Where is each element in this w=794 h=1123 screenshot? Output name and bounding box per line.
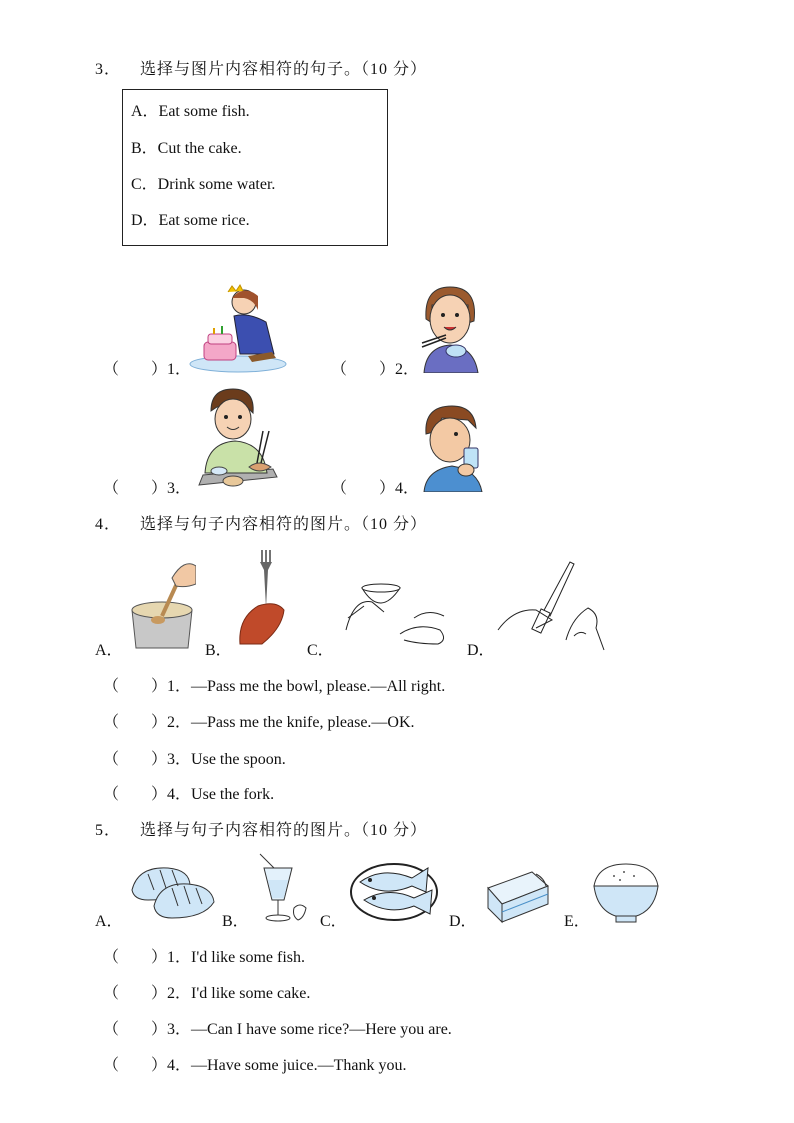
- q4-item-3-text: Use the spoon.: [191, 751, 286, 768]
- q4-item-2: [103, 709, 415, 732]
- rice-bowl-picture: [590, 860, 662, 924]
- q4-label-a: A．: [95, 642, 123, 659]
- water-boy-picture: [418, 404, 492, 492]
- q4-blank-2[interactable]: （ ）: [103, 714, 168, 731]
- q4-label-d: D．: [467, 642, 495, 659]
- q5-item-1-text: I'd like some fish.: [191, 949, 306, 966]
- q5-blank-4[interactable]: （ ）: [103, 1057, 168, 1074]
- q4-item-2-text: —Pass me the knife, please.—OK.: [191, 714, 415, 731]
- q4-item-2-num: 2．: [167, 714, 192, 731]
- q5-label-e: E．: [564, 913, 590, 930]
- q5-item-2-text: I'd like some cake.: [191, 985, 311, 1002]
- q4-blank-4[interactable]: （ ）: [103, 786, 168, 803]
- q4-item-1-text: —Pass me the bowl, please.—All right.: [191, 678, 446, 695]
- q5-item-3: [103, 1016, 452, 1039]
- q5-label-d: D．: [449, 913, 477, 930]
- bread-picture: [128, 860, 218, 926]
- q5-item-1-num: 1．: [167, 949, 192, 966]
- q5-item-4: [103, 1052, 407, 1075]
- knife-hands-picture: [496, 558, 608, 654]
- q4-blank-3[interactable]: （ ）: [103, 751, 168, 768]
- q4-number: 4．: [95, 516, 122, 533]
- q3-option-c: C．Drink some water.: [131, 176, 276, 193]
- q4-item-4-num: 4．: [167, 786, 192, 803]
- q4-heading: [95, 511, 427, 534]
- q4-item-1-num: 1．: [167, 678, 192, 695]
- q4-item-3: [103, 746, 286, 769]
- q4-label-c: C．: [307, 642, 334, 659]
- rice-woman-picture: [416, 283, 484, 373]
- q5-blank-1[interactable]: （ ）: [103, 949, 168, 966]
- q5-item-3-text: —Can I have some rice?—Here you are.: [191, 1021, 452, 1038]
- q3-heading: [95, 56, 427, 79]
- q5-item-4-text: —Have some juice.—Thank you.: [191, 1057, 407, 1074]
- q4-blank-1[interactable]: （ ）: [103, 678, 168, 695]
- bowl-hands-picture: [344, 578, 454, 650]
- q5-title: 选择与句子内容相符的图片。（10 分）: [140, 822, 428, 839]
- q4-item-3-num: 3．: [167, 751, 192, 768]
- q3-option-d: D．Eat some rice.: [131, 212, 250, 229]
- q4-item-4-text: Use the fork.: [191, 786, 275, 803]
- fish-boy-picture: [197, 387, 281, 491]
- q5-item-1: [103, 944, 305, 967]
- q3-number: 3．: [95, 61, 122, 78]
- q3-blank-1[interactable]: （ ）1．: [103, 361, 192, 378]
- juice-glass-picture: [254, 852, 310, 924]
- q3-option-a: A．Eat some fish.: [131, 103, 250, 120]
- q3-blank-4[interactable]: （ ）4．: [331, 480, 420, 497]
- q5-number: 5．: [95, 822, 122, 839]
- fish-plate-picture: [350, 858, 440, 922]
- q3-blank-3[interactable]: （ ）3．: [103, 480, 192, 497]
- q5-blank-3[interactable]: （ ）: [103, 1021, 168, 1038]
- q3-option-b: B．Cut the cake.: [131, 140, 242, 157]
- q4-item-1: [103, 673, 445, 696]
- q5-label-a: A．: [95, 913, 123, 930]
- fork-picture: [232, 548, 290, 648]
- q4-title: 选择与句子内容相符的图片。（10 分）: [140, 516, 428, 533]
- q4-item-4: [103, 781, 274, 804]
- q5-item-2: [103, 980, 310, 1003]
- q5-label-b: B．: [222, 913, 249, 930]
- q5-heading: [95, 817, 427, 840]
- q4-label-b: B．: [205, 642, 232, 659]
- q5-item-2-num: 2．: [167, 985, 192, 1002]
- q3-title: 选择与图片内容相符的句子。（10 分）: [140, 61, 428, 78]
- q5-label-c: C．: [320, 913, 347, 930]
- q5-item-4-num: 4．: [167, 1057, 192, 1074]
- cake-slice-picture: [484, 866, 552, 926]
- spoon-pot-picture: [128, 558, 196, 652]
- q5-blank-2[interactable]: （ ）: [103, 985, 168, 1002]
- q3-blank-2[interactable]: （ ）2．: [331, 361, 420, 378]
- q5-item-3-num: 3．: [167, 1021, 192, 1038]
- cake-girl-picture: [188, 282, 290, 374]
